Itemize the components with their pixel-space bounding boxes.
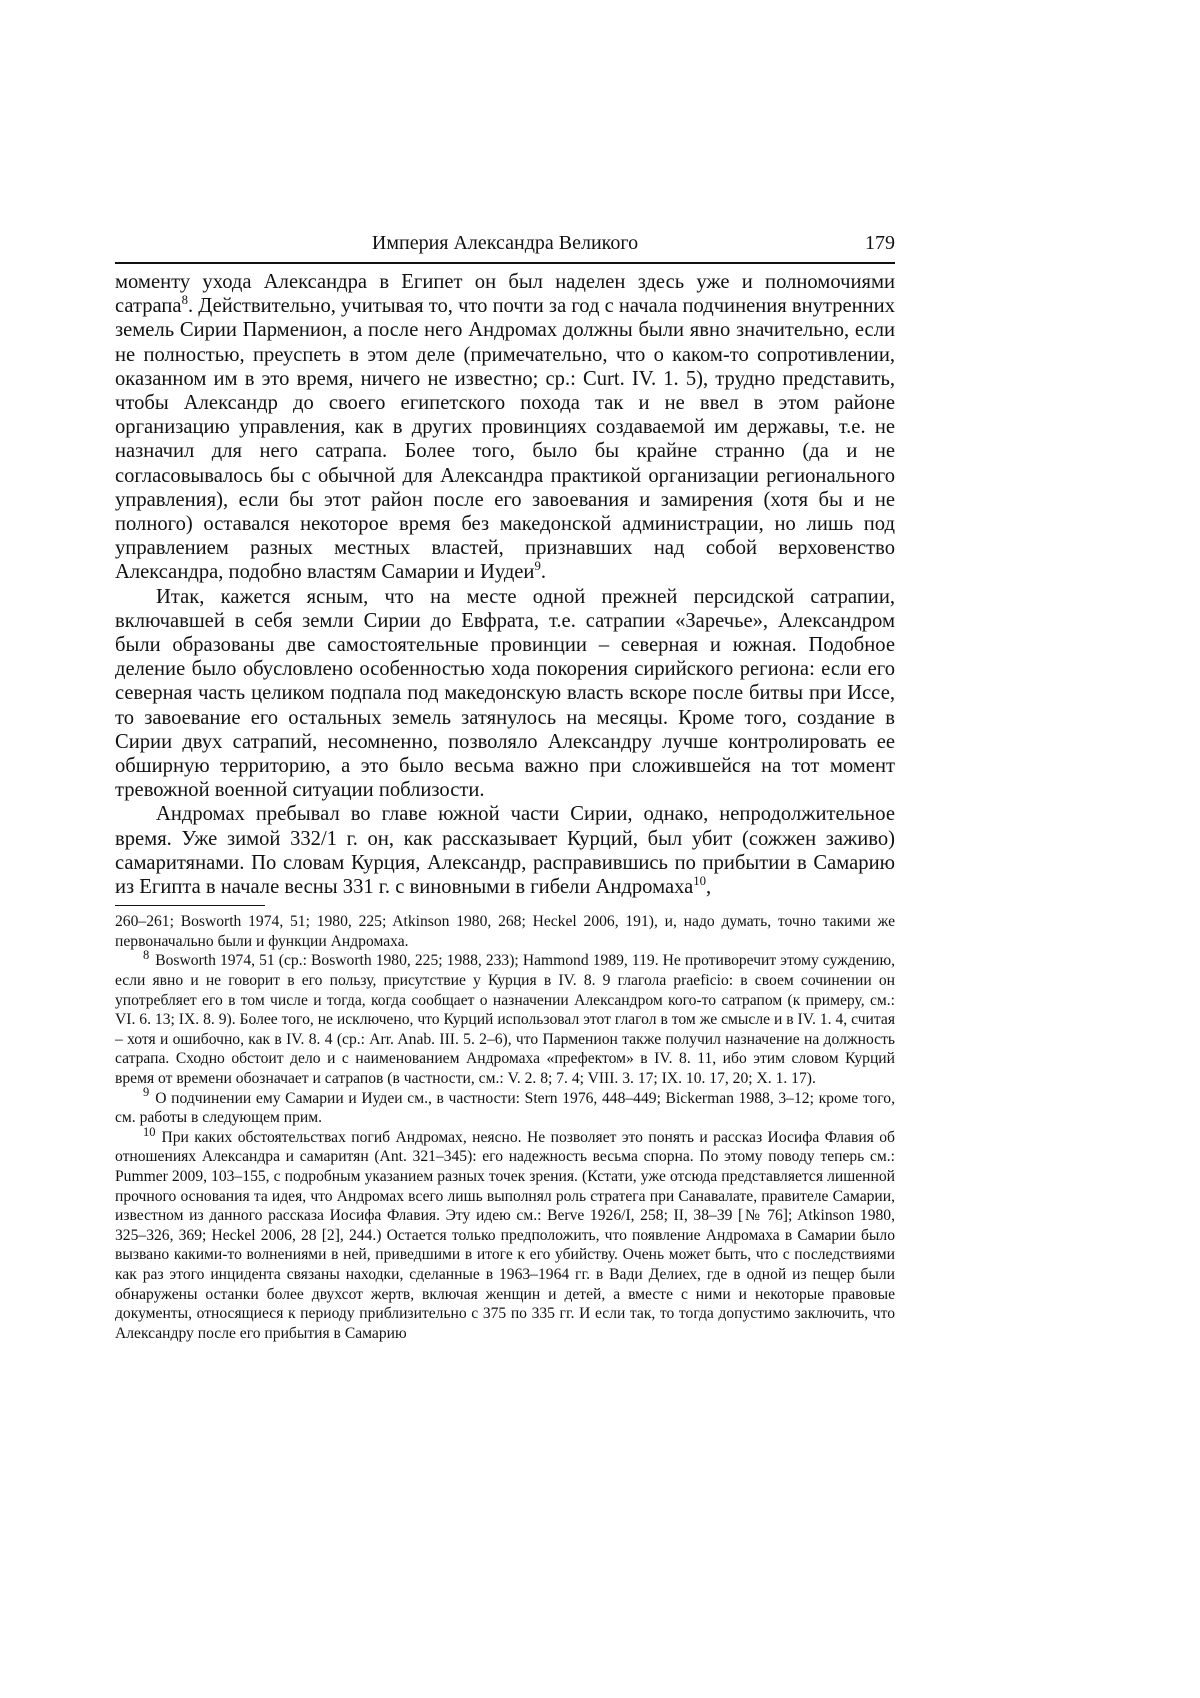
footnote-9-mark: 9 [143,1085,150,1100]
footnote-divider [115,905,265,906]
paragraph-3-text-b: , [706,876,712,899]
paragraph-3-text-a: Андромах пребывал во главе южной части Сирии, однако, непродолжительное время. Уже зимой 332/1 г. он, как рассказывает Курций, был убит (сожжен заживо) самаритянами. По словам Курция, Александр, расправившись по прибытии в Самарию из Египта в начале весны 331 г. с виновными в гибели Андромаха [115,803,895,899]
paragraph-3 [115,802,895,899]
paragraph-1-text-b: . Действительно, учитывая то, что почти за год с начала подчинения внутренних земель Сирии Парменион, а после него Андромах должны были явно значительно, если не полностью, преуспеть в этом деле (примечательно, что о каком-то сопротивлении, оказанном им в это время, ничего не известно; ср.: Curt. IV. 1. 5), трудно представить, чтобы Александр до своего египетского похода так и не ввел в этом районе организацию управления, как в других провинциях создаваемой им державы, т.е. не назначил для него сатрапа. Более того, было бы крайне странно (да и не согласовывалось бы с обычной для Александра практикой организации регионального управления), если бы этот район после его завоевания и замирения (хотя бы и не полного) оставался некоторое время без македонской администрации, но лишь под управлением разных местных властей, признавших над собой верховенство Александра, подобно властям Самарии и Иудеи [115,295,895,584]
footnote-ref-8: 8 [181,292,188,307]
footnote-8-mark: 8 [143,948,150,963]
footnote-continuation: 260–261; Bosworth 1974, 51; 1980, 225; Atkinson 1980, 268; Heckel 2006, 191), и, надо думать, точно такими же первоначально были и функции Андромаха. [115,913,895,950]
footnote-10-mark: 10 [143,1124,156,1139]
book-page [115,228,895,1343]
footnote-8 [115,948,895,1088]
paragraph-1-text-a: моменту ухода Александра в Египет он был наделен здесь уже и полномочиями сатрапа [115,271,895,318]
footnote-9 [115,1085,895,1128]
paragraph-2: Итак, кажется ясным, что на месте одной прежней персидской сатрапии, включавшей в себя земли Сирии до Евфрата, т.е. сатрапии «Заречье», Александром были образованы две самостоятельные провинции – северная и южная. Подобное деление было обусловлено особенностью хода покорения сирийского региона: если его северная часть целиком подпала под македонскую власть вскоре после битвы при Иссе, то завоевание его остальных земель затянулось на месяцы. Кроме того, создание в Сирии двух сатрапий, несомненно, позволяло Александру лучше контролировать ее обширную территорию, а это было весьма важно при сложившейся на тот момент тревожной военной ситуации поблизости. [115,585,895,802]
footnote-10 [115,1124,895,1344]
page-number: 179 [865,232,895,254]
footnotes [115,912,895,1343]
footnote-10-text: При каких обстоятельствах погиб Андромах, неясно. Не позволяет это понять и рассказ Иосифа Флавия об отношениях Александра и самаритян (Ant. 321–345): его надежность весьма спорна. По этому поводу теперь см.: Pummer 2009, 103–155, с подробным указанием разных точек зрения. (Кстати, уже отсюда представляется лишенной прочного основания та идея, что Андромах всего лишь выполнял роль стратега при Санавалате, правителе Самарии, известном из данного рассказа Иосифа Флавия. Эту идею см.: Berve 1926/I, 258; II, 38–39 [№ 76]; Atkinson 1980, 325–326, 369; Heckel 2006, 28 [2], 244.) Остается только предположить, что появление Андромаха в Самарии было вызвано какими-то волнениями в ней, приведшими в итоге к его убийству. Очень может быть, что с последствиями как раз этого инцидента связаны находки, сделанные в 1963–1964 гг. в Вади Делиех, где в одной из пещер были обнаружены останки более двухсот жертв, включая женщин и детей, а вместе с ними и некоторые правовые документы, относящиеся к периоду приблизительно с 375 по 335 гг. И если так, то тогда допустимо заключить, что Александру после его прибытия в Самарию [115,1128,895,1342]
paragraph-1-text-c: . [540,561,547,584]
running-header [115,228,895,264]
running-title: Империя Александра Великого [371,232,639,254]
footnote-ref-10: 10 [693,873,707,888]
main-text [115,270,895,899]
paragraph-1 [115,270,895,585]
footnote-8-text: Bosworth 1974, 51 (ср.: Bosworth 1980, 225; 1988, 233); Hammond 1989, 119. Не противоречит этому суждению, если явно и не говорит в его пользу, присутствие у Курция в IV. 8. 9 глагола praeficio: в своем сочинении он употребляет его в том числе и тогда, когда сообщает о назначении Александром кого-то сатрапом (к примеру, см.: VI. 6. 13; IX. 8. 9). Более того, не исключено, что Курций использовал этот глагол в том же смысле и в IV. 1. 4, считая – хотя и ошибочно, как в IV. 8. 4 (ср.: Arr. Anab. III. 5. 2–6), что Парменион также получил назначение на должность сатрапа. Сходно обстоит дело и с наименованием Андромаха «префектом» в IV. 8. 11, ибо этим словом Курций время от времени обозначает и сатрапов (в частности, см.: V. 2. 8; 7. 4; VIII. 3. 17; IX. 10. 17, 20; X. 1. 17). [115,952,895,1088]
footnote-9-text: О подчинении ему Самарии и Иудеи см., в частности: Stern 1976, 448–449; Bickerman 1988, 3–12; кроме того, см. работы в следующем прим. [115,1089,895,1127]
footnote-ref-9: 9 [534,558,541,573]
